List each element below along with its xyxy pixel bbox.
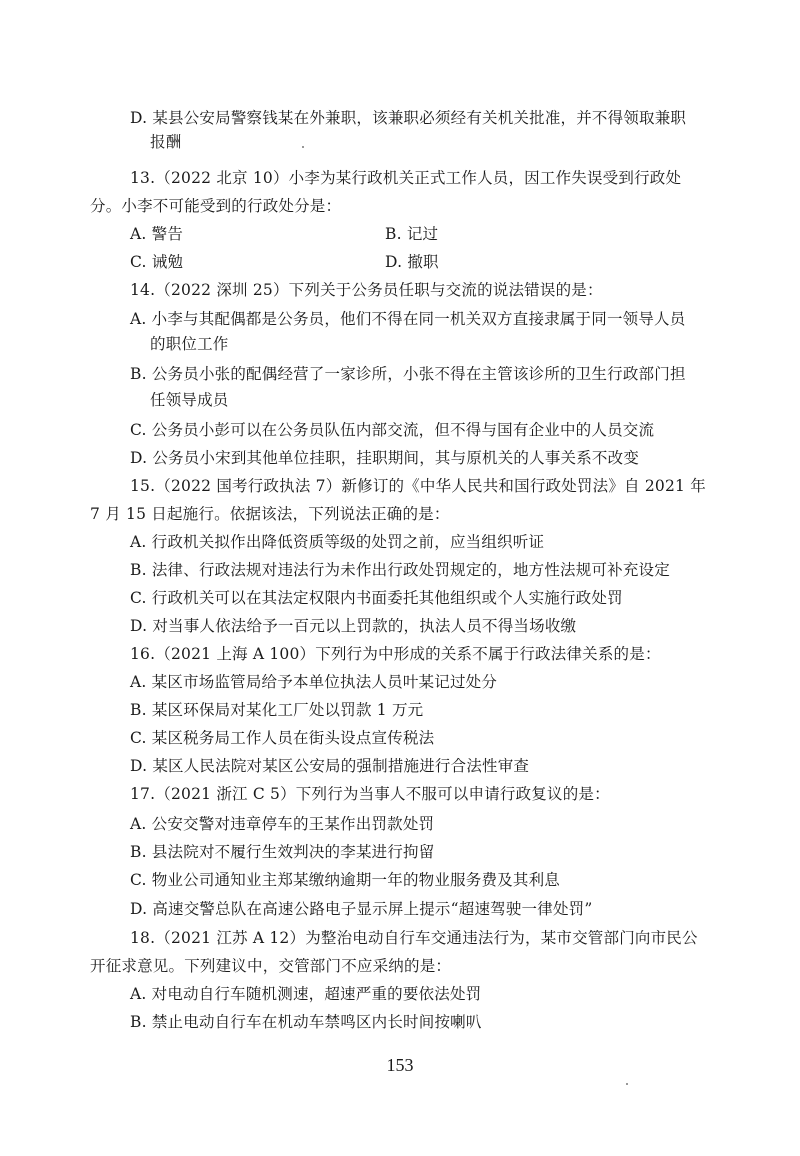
q16-option-b: B. 某区环保局对某化工厂处以罚款 1 万元 <box>130 701 424 719</box>
q18-option-b: B. 禁止电动自行车在机动车禁鸣区内长时间按喇叭 <box>130 1013 482 1031</box>
q18-stem-line1: 18.（2021 江苏 A 12）为整治电动自行车交通违法行为，某市交管部门向市民公 <box>130 929 698 947</box>
scan-speck <box>626 1083 628 1085</box>
q18-stem-line2: 开征求意见。下列建议中，交管部门不应采纳的是： <box>90 957 452 975</box>
q17-option-c: C. 物业公司通知业主郑某缴纳逾期一年的物业服务费及其利息 <box>130 871 560 889</box>
q18-option-a: A. 对电动自行车随机测速，超速严重的要依法处罚 <box>130 985 482 1003</box>
q16-stem: 16.（2021 上海 A 100）下列行为中形成的关系不属于行政法律关系的是： <box>130 645 661 663</box>
q13-option-d: D. 撤职 <box>385 253 439 271</box>
q15-option-a: A. 行政机关拟作出降低资质等级的处罚之前，应当组织听证 <box>130 533 545 551</box>
q14-option-b-line1: B. 公务员小张的配偶经营了一家诊所，小张不得在主管该诊所的卫生行政部门担 <box>130 365 686 383</box>
q13-stem-line2: 分。小李不可能受到的行政处分是： <box>90 197 342 215</box>
q13-option-a: A. 警告 <box>130 225 184 243</box>
page-number: 153 <box>386 1055 414 1075</box>
prev-option-d-line1: D. 某县公安局警察钱某在外兼职，该兼职必须经有关机关批准，并不得领取兼职 <box>130 109 687 127</box>
q16-option-d: D. 某区人民法院对某区公安局的强制措施进行合法性审查 <box>130 757 530 775</box>
q17-stem: 17.（2021 浙江 C 5）下列行为当事人不服可以申请行政复议的是： <box>130 785 610 803</box>
q14-option-a-line2: 的职位工作 <box>150 335 229 353</box>
q14-stem: 14.（2022 深圳 25）下列关于公务员任职与交流的说法错误的是： <box>130 281 603 299</box>
q16-option-a: A. 某区市场监管局给予本单位执法人员叶某记过处分 <box>130 673 498 691</box>
q14-option-b-line2: 任领导成员 <box>150 391 229 409</box>
q13-stem-line1: 13.（2022 北京 10）小李为某行政机关正式工作人员，因工作失误受到行政处 <box>130 169 682 187</box>
q15-option-d: D. 对当事人依法给予一百元以上罚款的，执法人员不得当场收缴 <box>130 617 577 635</box>
q17-option-a: A. 公安交警对违章停车的王某作出罚款处罚 <box>130 815 435 833</box>
q16-option-c: C. 某区税务局工作人员在街头设点宣传税法 <box>130 729 435 747</box>
q15-option-c: C. 行政机关可以在其法定权限内书面委托其他组织或个人实施行政处罚 <box>130 589 623 607</box>
q14-option-c: C. 公务员小彭可以在公务员队伍内部交流，但不得与国有企业中的人员交流 <box>130 421 655 439</box>
q13-option-c: C. 诫勉 <box>130 253 184 271</box>
q15-stem-line1: 15.（2022 国考行政执法 7）新修订的《中华人民共和国行政处罚法》自 2021 年 <box>130 477 706 495</box>
q14-option-d: D. 公务员小宋到其他单位挂职，挂职期间，其与原机关的人事关系不改变 <box>130 449 640 467</box>
q15-stem-line2: 7 月 15 日起施行。依据该法，下列说法正确的是： <box>90 505 450 523</box>
q17-option-d: D. 高速交警总队在高速公路电子显示屏上提示“超速驾驶一律处罚” <box>130 900 593 918</box>
q14-option-a-line1: A. 小李与其配偶都是公务员，他们不得在同一机关双方直接隶属于同一领导人员 <box>130 310 686 328</box>
q15-option-b: B. 法律、行政法规对违法行为未作出行政处罚规定的，地方性法规可补充设定 <box>130 561 670 579</box>
scan-speck <box>302 146 304 148</box>
prev-option-d-line2: 报酬 <box>150 133 182 151</box>
q13-option-b: B. 记过 <box>385 225 439 243</box>
q17-option-b: B. 县法院对不履行生效判决的李某进行拘留 <box>130 843 435 861</box>
